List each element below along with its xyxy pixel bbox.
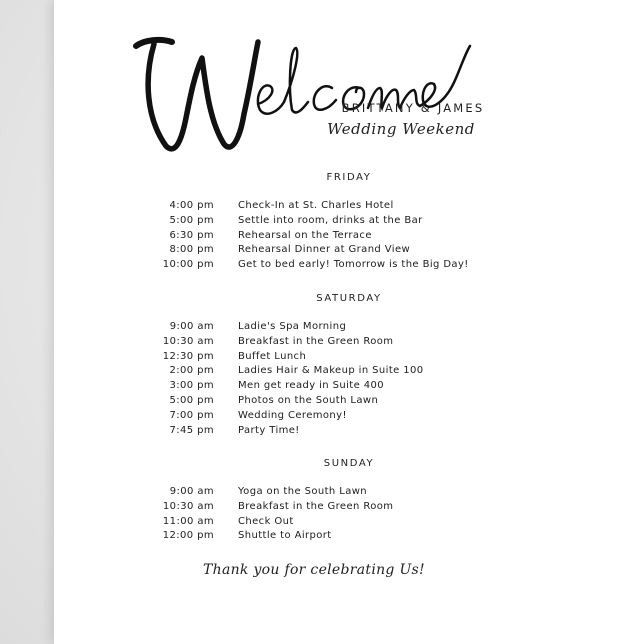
schedule-event: Ladies Hair & Makeup in Suite 100 <box>238 365 424 377</box>
schedule-time: 5:00 pm <box>169 394 214 406</box>
schedule-row <box>54 321 644 336</box>
schedule-row <box>54 365 644 380</box>
schedule-event: Breakfast in the Green Room <box>238 335 394 347</box>
schedule-event: Photos on the South Lawn <box>238 394 379 406</box>
schedule-row <box>54 351 644 366</box>
schedule-row <box>54 410 644 425</box>
schedule-row <box>54 516 644 531</box>
schedule-event: Buffet Lunch <box>238 350 307 362</box>
thank-you-note: Thank you for celebrating Us! <box>203 562 425 578</box>
schedule-time: 5:00 pm <box>169 214 214 226</box>
schedule-row <box>54 215 644 230</box>
schedule-row <box>54 200 644 215</box>
schedule-time: 12:30 pm <box>162 350 214 362</box>
schedule-time: 6:30 pm <box>169 229 214 241</box>
schedule-event: Rehearsal Dinner at Grand View <box>238 244 411 256</box>
schedule-event: Yoga on the South Lawn <box>238 486 368 497</box>
schedule-time: 9:00 am <box>169 486 214 497</box>
schedule-event: Party Time! <box>238 424 300 436</box>
schedule-event: Rehearsal on the Terrace <box>238 229 372 241</box>
schedule-list-sunday <box>54 486 644 545</box>
schedule-row <box>54 486 644 501</box>
welcome-script-title <box>74 18 494 168</box>
schedule-row <box>54 425 644 440</box>
schedule-event: Settle into room, drinks at the Bar <box>238 214 423 226</box>
schedule-time: 11:00 am <box>162 515 214 527</box>
schedule-time: 9:00 am <box>169 321 214 332</box>
schedule-time: 8:00 pm <box>169 244 214 256</box>
schedule-time: 10:30 am <box>162 335 214 347</box>
schedule-list-saturday <box>54 321 644 439</box>
schedule-row <box>54 259 644 274</box>
schedule-time: 2:00 pm <box>169 365 214 377</box>
schedule-row <box>54 230 644 245</box>
schedule-event: Men get ready in Suite 400 <box>238 380 385 392</box>
schedule-event: Check Out <box>238 515 294 527</box>
schedule-row <box>54 244 644 259</box>
schedule-event: Get to bed early! Tomorrow is the Big Day! <box>238 259 469 271</box>
schedule-row <box>54 501 644 516</box>
schedule-time: 10:00 pm <box>162 259 214 271</box>
welcome-sign-card <box>54 0 644 644</box>
couple-names: BRITTANY & JAMES <box>341 101 485 115</box>
schedule-event: Wedding Ceremony! <box>238 409 347 421</box>
schedule-time: 7:00 pm <box>169 409 214 421</box>
event-subtitle: Wedding Weekend <box>327 120 475 138</box>
schedule-event: Shuttle to Airport <box>238 530 332 542</box>
schedule-time: 4:00 pm <box>169 200 214 211</box>
schedule-event: Ladie's Spa Morning <box>238 321 347 332</box>
schedule-row <box>54 530 644 545</box>
day-heading-friday: FRIDAY <box>326 172 372 183</box>
schedule-event: Breakfast in the Green Room <box>238 500 394 512</box>
day-heading-saturday: SATURDAY <box>316 293 382 304</box>
schedule-time: 10:30 am <box>162 500 214 512</box>
schedule-time: 3:00 pm <box>169 380 214 392</box>
schedule-time: 7:45 pm <box>169 424 214 436</box>
schedule-list-friday <box>54 200 644 274</box>
schedule-event: Check-In at St. Charles Hotel <box>238 200 394 211</box>
schedule-time: 12:00 pm <box>162 530 214 542</box>
day-heading-sunday: SUNDAY <box>323 458 375 469</box>
schedule-row <box>54 395 644 410</box>
schedule-row <box>54 336 644 351</box>
schedule-row <box>54 380 644 395</box>
